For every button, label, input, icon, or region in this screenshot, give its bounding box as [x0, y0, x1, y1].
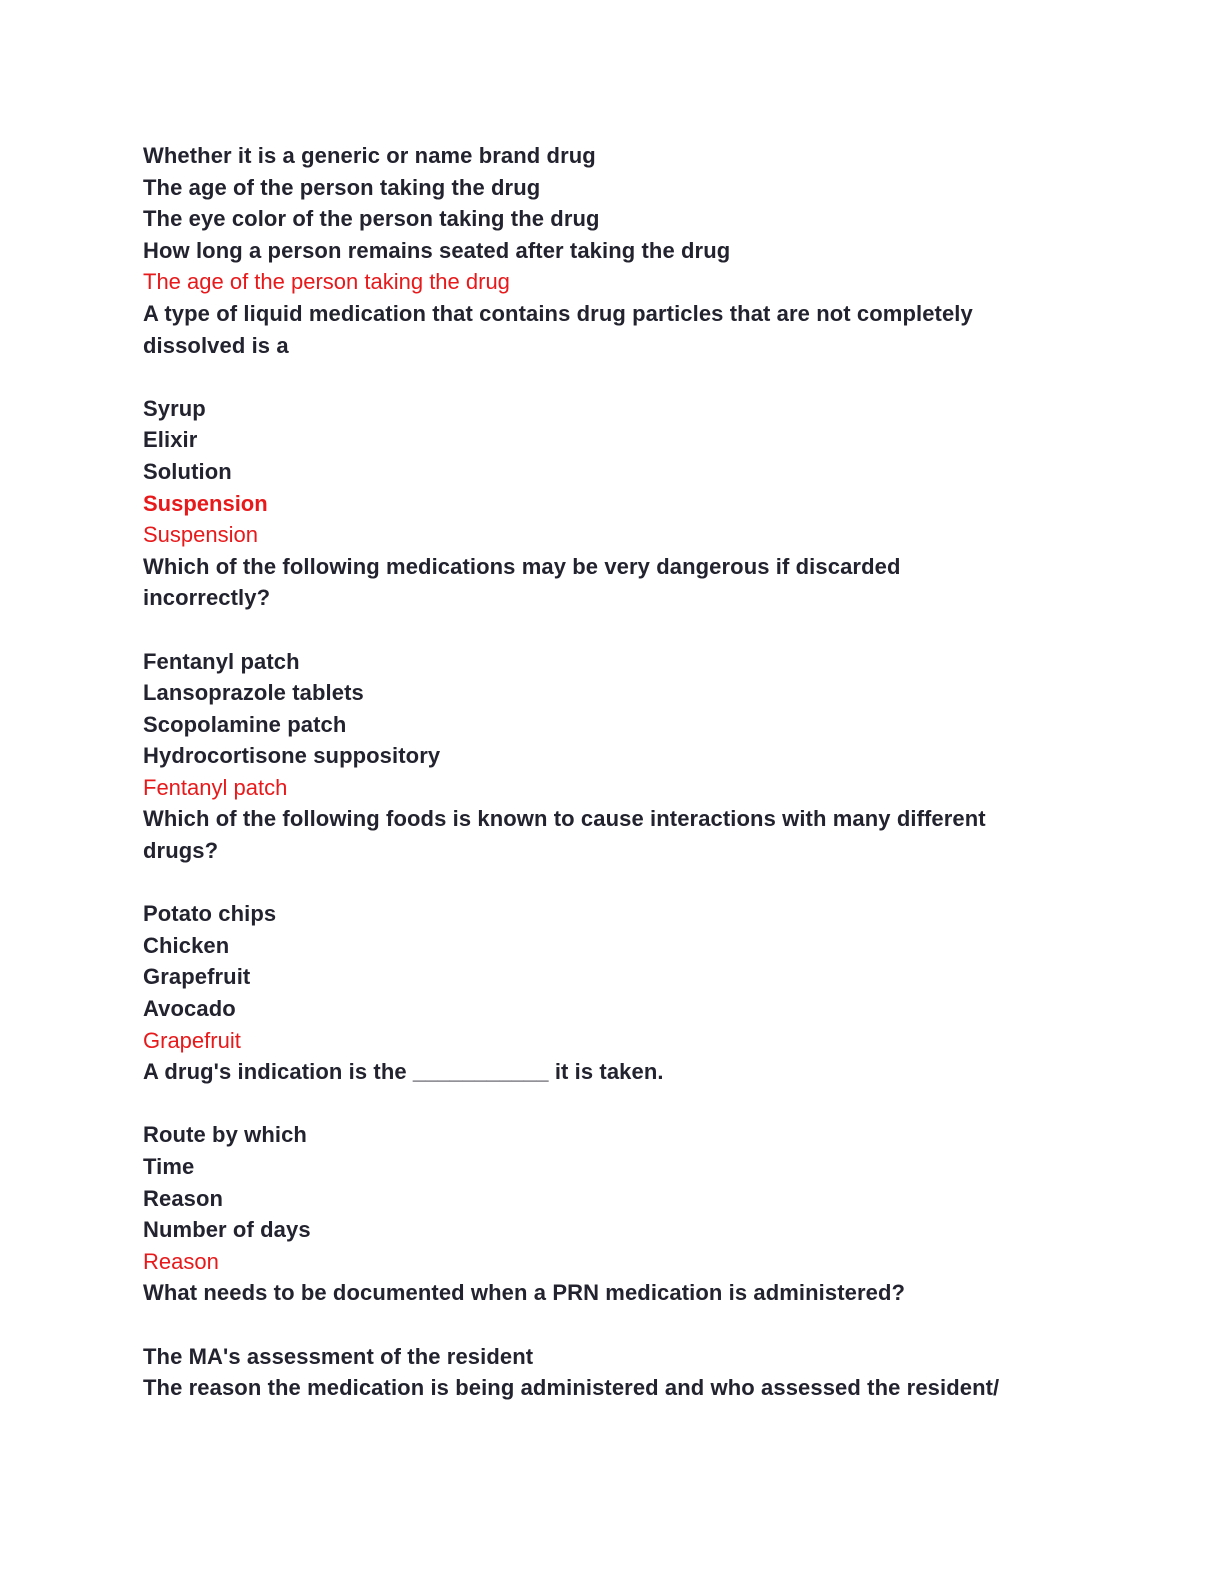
answer-option: The age of the person taking the drug	[143, 174, 541, 200]
question-text: drugs?	[143, 838, 219, 864]
correct-answer: Grapefruit	[143, 1027, 241, 1053]
question-text: Which of the following foods is known to cause interactions with many different	[143, 806, 986, 832]
question-text: What needs to be documented when a PRN medication is administered?	[143, 1280, 906, 1306]
question-text: A type of liquid medication that contains drug particles that are not completely	[143, 300, 973, 326]
answer-option-highlighted: Suspension	[143, 490, 268, 516]
correct-answer: Reason	[143, 1248, 219, 1274]
correct-answer: The age of the person taking the drug	[143, 269, 510, 295]
answer-option: Fentanyl patch	[143, 648, 300, 674]
answer-option: Reason	[143, 1185, 224, 1211]
answer-option: Hydrocortisone suppository	[143, 743, 441, 769]
question-text: dissolved is a	[143, 332, 289, 358]
answer-option: The reason the medication is being administered and who assessed the resident/	[143, 1375, 1000, 1401]
answer-option: The eye color of the person taking the drug	[143, 206, 600, 232]
question-text: Which of the following medications may be very dangerous if discarded	[143, 553, 901, 579]
answer-option: Solution	[143, 458, 232, 484]
question-text: incorrectly?	[143, 585, 271, 611]
spacer	[143, 614, 1083, 646]
spacer	[143, 361, 1083, 393]
spacer	[143, 867, 1083, 899]
answer-option: How long a person remains seated after taking the drug	[143, 237, 731, 263]
quiz-content	[143, 140, 1083, 1404]
question-text: A drug's indication is the ___________ it is taken.	[143, 1059, 664, 1085]
correct-answer: Suspension	[143, 522, 258, 548]
answer-option: The MA's assessment of the resident	[143, 1343, 534, 1369]
answer-option: Number of days	[143, 1217, 311, 1243]
answer-option: Potato chips	[143, 901, 277, 927]
correct-answer: Fentanyl patch	[143, 774, 288, 800]
answer-option: Route by which	[143, 1122, 307, 1148]
answer-option: Scopolamine patch	[143, 711, 347, 737]
answer-option: Grapefruit	[143, 964, 251, 990]
answer-option: Time	[143, 1154, 195, 1179]
answer-option: Syrup	[143, 395, 206, 421]
answer-option: Whether it is a generic or name brand drug	[143, 143, 596, 168]
spacer	[143, 1088, 1083, 1120]
answer-option: Avocado	[143, 996, 236, 1022]
answer-option: Elixir	[143, 427, 198, 453]
spacer	[143, 1309, 1083, 1341]
answer-option: Lansoprazole tablets	[143, 680, 364, 706]
answer-option: Chicken	[143, 932, 230, 958]
